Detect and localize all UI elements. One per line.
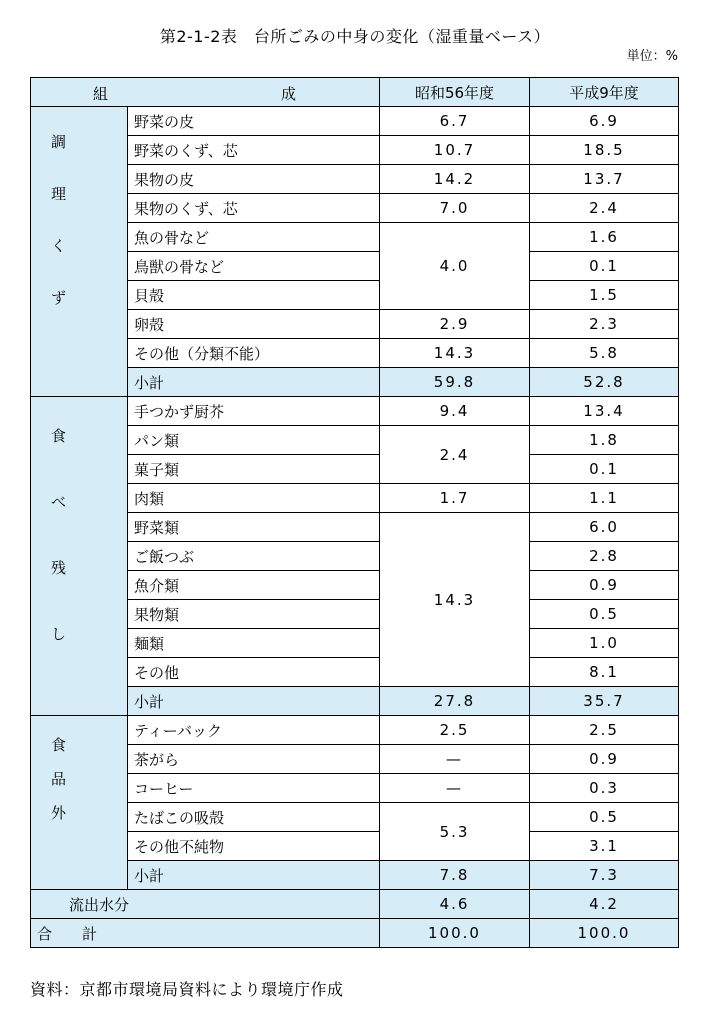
value-s56: 14.3 bbox=[380, 513, 530, 687]
table-row bbox=[31, 571, 679, 600]
table-row bbox=[31, 542, 679, 571]
outflow-row bbox=[31, 890, 679, 919]
item-name: ティーバック bbox=[128, 716, 380, 745]
item-name: ご飯つぶ bbox=[128, 542, 380, 571]
value-h9: 0.9 bbox=[530, 745, 679, 774]
unit-label: 単位：% bbox=[626, 49, 678, 64]
item-name: 手つかず厨芥 bbox=[128, 397, 380, 426]
value-h9: 8.1 bbox=[530, 658, 679, 687]
header-row bbox=[31, 78, 679, 107]
item-name: 卵殻 bbox=[128, 310, 380, 339]
item-name: 果物類 bbox=[128, 600, 380, 629]
outflow-h9: 4.2 bbox=[530, 890, 679, 919]
value-s56: 1.7 bbox=[380, 484, 530, 513]
header-showa56: 昭和56年度 bbox=[380, 78, 530, 107]
table-row bbox=[31, 803, 679, 832]
table-row bbox=[31, 484, 679, 513]
value-h9: 0.3 bbox=[530, 774, 679, 803]
value-s56: 4.0 bbox=[380, 223, 530, 310]
value-h9: 0.5 bbox=[530, 600, 679, 629]
table-row bbox=[31, 339, 679, 368]
value-s56: 2.5 bbox=[380, 716, 530, 745]
item-name: コーヒー bbox=[128, 774, 380, 803]
value-s56: 14.2 bbox=[380, 165, 530, 194]
value-s56: — bbox=[380, 774, 530, 803]
subtotal-row bbox=[31, 861, 679, 890]
subtotal-s56: 59.8 bbox=[380, 368, 530, 397]
category-char: ず bbox=[51, 289, 67, 307]
table-row bbox=[31, 136, 679, 165]
category-non-food bbox=[31, 716, 128, 890]
value-s56: 9.4 bbox=[380, 397, 530, 426]
item-name: 野菜類 bbox=[128, 513, 380, 542]
value-s56: 2.9 bbox=[380, 310, 530, 339]
category-char: 残 bbox=[51, 559, 67, 577]
value-h9: 1.5 bbox=[530, 281, 679, 310]
composition-table bbox=[30, 77, 679, 948]
item-name: 鳥獣の骨など bbox=[128, 252, 380, 281]
subtotal-row bbox=[31, 687, 679, 716]
item-name: 野菜のくず、芯 bbox=[128, 136, 380, 165]
value-h9: 2.8 bbox=[530, 542, 679, 571]
value-h9: 2.5 bbox=[530, 716, 679, 745]
value-s56: 5.3 bbox=[380, 803, 530, 861]
table-row bbox=[31, 223, 679, 252]
subtotal-label: 小計 bbox=[128, 368, 380, 397]
item-name: その他（分類不能） bbox=[128, 339, 380, 368]
total-h9: 100.0 bbox=[530, 919, 679, 948]
table-row bbox=[31, 658, 679, 687]
value-h9: 13.4 bbox=[530, 397, 679, 426]
item-name: その他不純物 bbox=[128, 832, 380, 861]
subtotal-row bbox=[31, 368, 679, 397]
subtotal-h9: 7.3 bbox=[530, 861, 679, 890]
category-char: く bbox=[51, 237, 67, 255]
table-row bbox=[31, 513, 679, 542]
value-h9: 1.0 bbox=[530, 629, 679, 658]
table-title: 第2-1-2表 台所ごみの中身の変化（湿重量ベース） bbox=[159, 27, 551, 46]
subtotal-s56: 27.8 bbox=[380, 687, 530, 716]
subtotal-s56: 7.8 bbox=[380, 861, 530, 890]
value-h9: 0.1 bbox=[530, 455, 679, 484]
item-name: 魚の骨など bbox=[128, 223, 380, 252]
value-h9: 6.0 bbox=[530, 513, 679, 542]
value-h9: 5.8 bbox=[530, 339, 679, 368]
total-s56: 100.0 bbox=[380, 919, 530, 948]
subtotal-label: 小計 bbox=[128, 861, 380, 890]
subtotal-h9: 52.8 bbox=[530, 368, 679, 397]
item-name: 野菜の皮 bbox=[128, 107, 380, 136]
category-char: し bbox=[51, 625, 67, 643]
value-h9: 13.7 bbox=[530, 165, 679, 194]
item-name: 菓子類 bbox=[128, 455, 380, 484]
item-name: 果物のくず、芯 bbox=[128, 194, 380, 223]
table-row bbox=[31, 252, 679, 281]
category-char: 食 bbox=[51, 427, 67, 445]
table-row bbox=[31, 426, 679, 455]
value-h9: 2.4 bbox=[530, 194, 679, 223]
table-row bbox=[31, 629, 679, 658]
table-row bbox=[31, 281, 679, 310]
value-h9: 18.5 bbox=[530, 136, 679, 165]
value-h9: 1.6 bbox=[530, 223, 679, 252]
item-name: 魚介類 bbox=[128, 571, 380, 600]
source-note: 資料：京都市環境局資料により環境庁作成 bbox=[30, 980, 344, 999]
table-row bbox=[31, 107, 679, 136]
table-row bbox=[31, 310, 679, 339]
outflow-label: 流出水分 bbox=[31, 890, 380, 919]
table-row bbox=[31, 397, 679, 426]
value-h9: 0.5 bbox=[530, 803, 679, 832]
category-leftovers bbox=[31, 397, 128, 716]
value-h9: 3.1 bbox=[530, 832, 679, 861]
value-s56: — bbox=[380, 745, 530, 774]
item-name: 麺類 bbox=[128, 629, 380, 658]
category-char: 外 bbox=[51, 804, 67, 822]
category-char: 調 bbox=[51, 133, 67, 151]
category-char: べ bbox=[51, 493, 67, 511]
table-row bbox=[31, 774, 679, 803]
item-name: 肉類 bbox=[128, 484, 380, 513]
value-s56: 2.4 bbox=[380, 426, 530, 484]
table-row bbox=[31, 455, 679, 484]
subtotal-label: 小計 bbox=[128, 687, 380, 716]
item-name: パン類 bbox=[128, 426, 380, 455]
category-char: 品 bbox=[51, 770, 67, 788]
value-h9: 1.1 bbox=[530, 484, 679, 513]
value-s56: 6.7 bbox=[380, 107, 530, 136]
header-composition bbox=[31, 78, 380, 107]
item-name: たばこの吸殻 bbox=[128, 803, 380, 832]
value-s56: 14.3 bbox=[380, 339, 530, 368]
table-row bbox=[31, 194, 679, 223]
value-h9: 2.3 bbox=[530, 310, 679, 339]
category-char: 理 bbox=[51, 185, 67, 203]
subtotal-h9: 35.7 bbox=[530, 687, 679, 716]
item-name: 果物の皮 bbox=[128, 165, 380, 194]
header-heisei9: 平成9年度 bbox=[530, 78, 679, 107]
value-h9: 0.9 bbox=[530, 571, 679, 600]
header-kumi-1: 組 bbox=[93, 85, 109, 103]
table-row bbox=[31, 745, 679, 774]
total-row bbox=[31, 919, 679, 948]
item-name: 茶がら bbox=[128, 745, 380, 774]
table-row bbox=[31, 600, 679, 629]
header-kumi-2: 成 bbox=[281, 85, 297, 103]
value-h9: 0.1 bbox=[530, 252, 679, 281]
item-name: 貝殻 bbox=[128, 281, 380, 310]
value-s56: 7.0 bbox=[380, 194, 530, 223]
table-row bbox=[31, 716, 679, 745]
category-cooking-waste bbox=[31, 107, 128, 397]
total-label: 合 計 bbox=[31, 919, 380, 948]
value-h9: 6.9 bbox=[530, 107, 679, 136]
category-char: 食 bbox=[51, 736, 67, 754]
value-h9: 1.8 bbox=[530, 426, 679, 455]
item-name: その他 bbox=[128, 658, 380, 687]
table-row bbox=[31, 832, 679, 861]
table-row bbox=[31, 165, 679, 194]
value-s56: 10.7 bbox=[380, 136, 530, 165]
outflow-s56: 4.6 bbox=[380, 890, 530, 919]
